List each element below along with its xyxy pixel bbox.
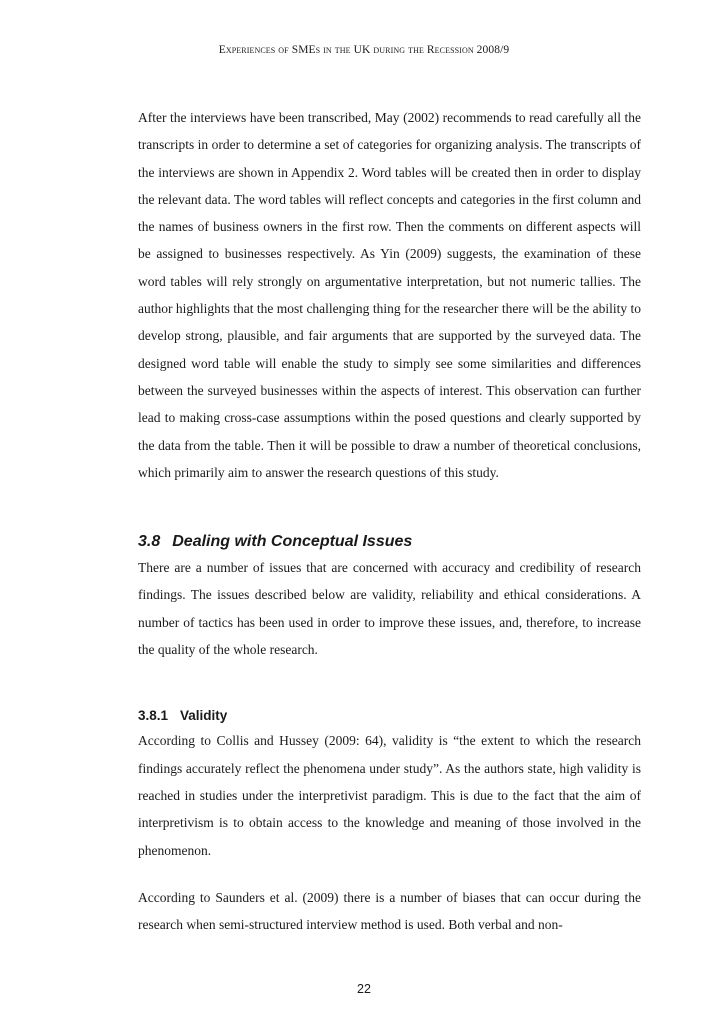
body-paragraph-analysis: After the interviews have been transcribed, May (2002) recommends to read carefully all the transcripts in order to determine a set of categories for organizing analysis. The transcripts of the interviews are shown in Appendix 2. Word tables will be created then in order to display the relevant data. The word tables will reflect concepts and categories in the first column and the names of business owners in the first row. Then the comments on different aspects will be assigned to businesses respectively. As Yin (2009) suggests, the examination of these word tables will rely strongly on argumentative interpretation, but not numeric tallies. The author highlights that the most challenging thing for the researcher there will be the ability to develop strong, plausible, and fair arguments that are supported by the surveyed data. The designed word table will enable the study to simply see some similarities and differences between the surveyed businesses within the aspects of interest. This observation can further lead to making cross-case assumptions within the posed questions and clearly supported by the data from the table. Then it will be possible to draw a number of theoretical conclusions, which primarily aim to answer the research questions of this study.: [138, 110, 641, 480]
subsection-number: 3.8.1: [138, 708, 169, 724]
subsection-title: Validity: [180, 708, 228, 724]
page-content: [138, 104, 641, 938]
section-title: Dealing with Conceptual Issues: [172, 533, 413, 551]
body-paragraph-validity: According to Collis and Hussey (2009: 64), validity is “the extent to which the research findings accurately reflect the phenomena under study”. As the authors state, high validity is reached in studies under the interpretivist paradigm. This is due to the fact that the aim of interpretivism is to obtain access to the knowledge and meaning of those involved in the phenomenon.: [138, 733, 641, 858]
subsection-heading-3-8-1: [138, 705, 641, 727]
running-header: Experiences of SMEs in the UK during the Recession 2008/9: [218, 44, 510, 56]
section-number: 3.8: [138, 533, 161, 551]
section-heading-3-8: [138, 530, 641, 554]
body-paragraph-biases: According to Saunders et al. (2009) there is a number of biases that can occur during the research when semi-structured interview method is used. Both verbal and non-: [138, 889, 641, 933]
page-number: 22: [357, 982, 371, 996]
body-paragraph-conceptual-issues: There are a number of issues that are concerned with accuracy and credibility of research findings. The issues described below are validity, reliability and ethical considerations. A number of tactics has been used in order to improve these issues, and, therefore, to increase the quality of the whole research.: [138, 560, 641, 658]
